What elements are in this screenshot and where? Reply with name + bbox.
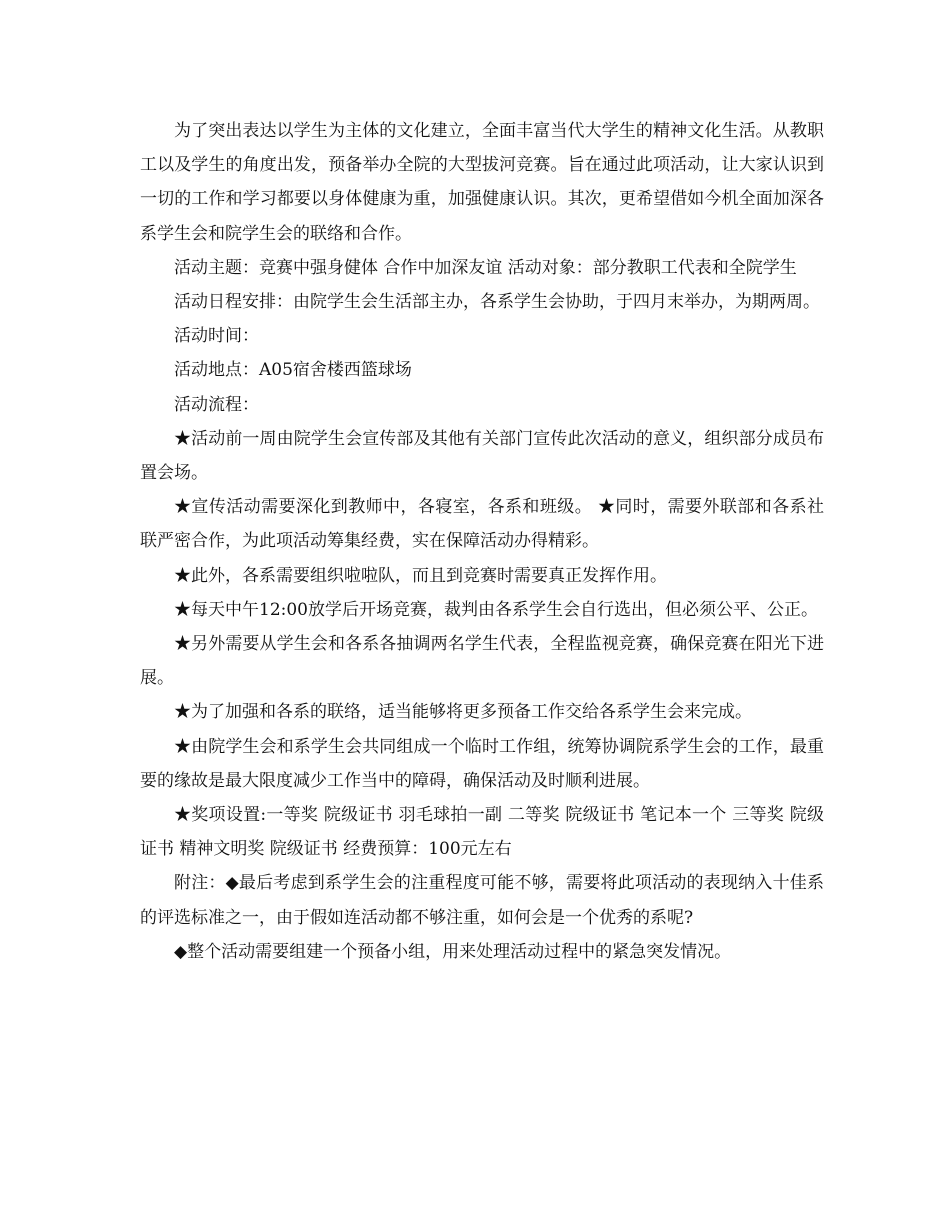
process-item: ★由院学生会和系学生会共同组成一个临时工作组，统筹协调院系学生会的工作，最重要的缘故是最大限度减少工作当中的障碍，确保活动及时顺利进展。 — [140, 736, 824, 791]
note-paragraph: 附注：◆最后考虑到系学生会的注重程度可能不够，需要将此项活动的表现纳入十佳系的评选标准之一，由于假如连活动都不够注重，如何会是一个优秀的系呢? — [140, 873, 824, 928]
document-page — [140, 114, 824, 969]
process-item: ★此外，各系需要组织啦啦队，而且到竞赛时需要真正发挥作用。 — [174, 565, 667, 586]
process-item: ★宣传活动需要深化到教师中，各寝室，各系和班级。 ★同时，需要外联部和各系社联严密合作，为此项活动筹集经费，实在保障活动办得精彩。 — [140, 497, 824, 552]
intro-paragraph: 为了突出表达以学生为主体的文化建立，全面丰富当代大学生的精神文化生活。从教职工以及学生的角度出发，预备举办全院的大型拔河竞赛。旨在通过此项活动，让大家认识到一切的工作和学习都要以身体健康为重，加强健康认识。其次，更希望借如今机全面加深各系学生会和院学生会的联络和合作。 — [140, 121, 824, 244]
process-heading: 活动流程： — [174, 394, 259, 415]
awards-paragraph: ★奖项设置:一等奖 院级证书 羽毛球拍一副 二等奖 院级证书 笔记本一个 三等奖 院级证书 精神文明奖 院级证书 经费预算：100元左右 — [140, 805, 824, 860]
location-paragraph: 活动地点：A05宿舍楼西篮球场 — [174, 360, 412, 381]
process-item: ★另外需要从学生会和各系各抽调两名学生代表，全程监视竞赛，确保竞赛在阳光下进展。 — [140, 634, 824, 689]
note-item: ◆整个活动需要组建一个预备小组，用来处理活动过程中的紧急突发情况。 — [174, 941, 732, 962]
process-item: ★活动前一周由院学生会宣传部及其他有关部门宣传此次活动的意义，组织部分成员布置会场。 — [140, 428, 824, 484]
process-item: ★每天中午12:00放学后开场竞赛，裁判由各系学生会自行选出，但必须公平、公正。 — [174, 599, 818, 620]
schedule-paragraph: 活动日程安排：由院学生会生活部主办，各系学生会协助，于四月末举办，为期两周。 — [174, 292, 820, 313]
process-item: ★为了加强和各系的联络，适当能够将更多预备工作交给各系学生会来完成。 — [174, 702, 752, 723]
theme-paragraph: 活动主题：竞赛中强身健体 合作中加深友谊 活动对象：部分教职工代表和全院学生 — [174, 257, 797, 278]
time-paragraph: 活动时间： — [174, 326, 259, 347]
